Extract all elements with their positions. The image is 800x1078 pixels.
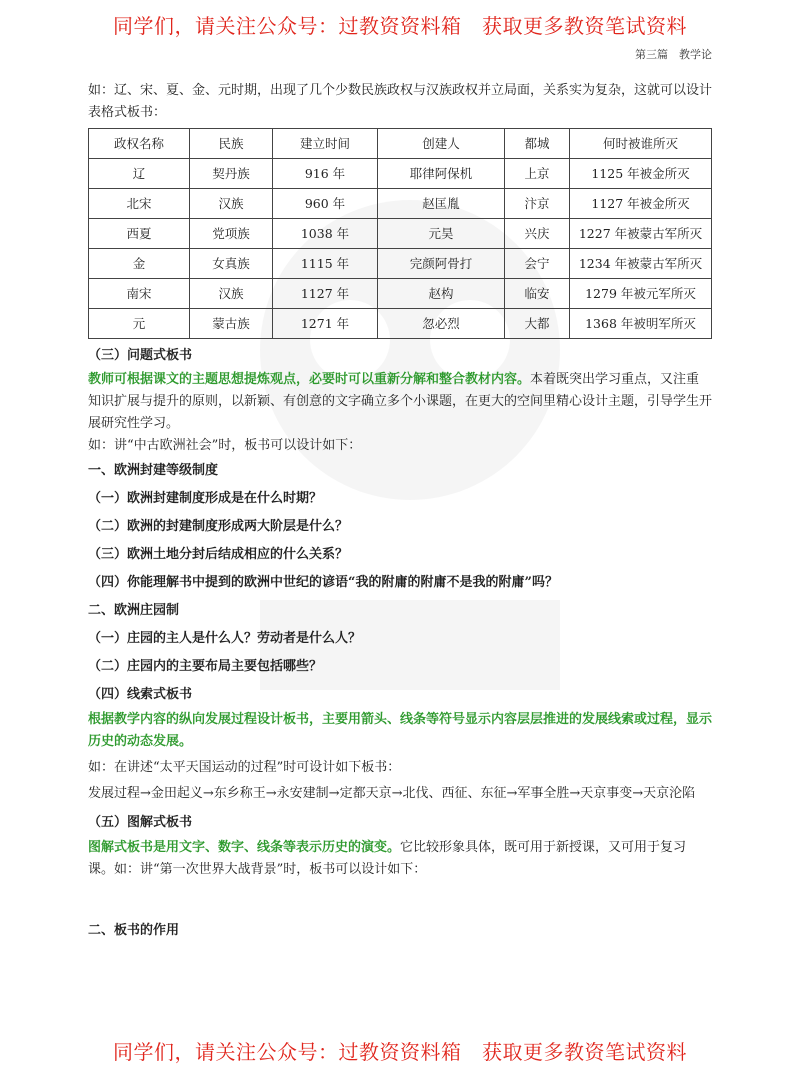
section4-highlight: 根据教学内容的纵向发展过程设计板书，主要用箭头、线条等符号显示内容层层推进的发展线索或过程，显示历史的动态发展。 — [88, 712, 713, 749]
table-cell: 完颜阿骨打 — [378, 249, 505, 279]
section4-process: 发展过程→金田起义→东乡称王→永安建制→定都天京→北伐、西征、东征→军事全胜→天京事变→天京沦陷 — [88, 786, 696, 801]
table-row — [89, 279, 712, 309]
table-cell: 赵匡胤 — [378, 189, 505, 219]
table-cell: 1127 年 — [273, 279, 378, 309]
list-item: （二）庄园内的主要布局主要包括哪些？ — [88, 659, 323, 674]
list-item: （三）欧洲土地分封后结成相应的什么关系？ — [88, 547, 349, 562]
table-cell: 党项族 — [190, 219, 273, 249]
table-cell: 元昊 — [378, 219, 505, 249]
table-cell: 汉族 — [190, 279, 273, 309]
list-item: （一）欧洲封建制度形成是在什么时期？ — [88, 491, 323, 506]
table-cell: 1115 年 — [273, 249, 378, 279]
regime-table — [88, 128, 712, 339]
promo-banner-bottom: 同学们，请关注公众号：过教资资料箱 获取更多教资笔试资料 — [113, 1040, 687, 1064]
table-row — [89, 249, 712, 279]
table-cell: 1038 年 — [273, 219, 378, 249]
section3-highlight: 教师可根据课文的主题思想提炼观点，必要时可以重新分解和整合教材内容。 — [88, 372, 531, 387]
section5-body: 它比较形象具体，既可用于新授课，又可用于复习课。如：讲“第一次世界大战背景”时，板书可以设计如下： — [88, 840, 687, 877]
table-cell: 916 年 — [273, 159, 378, 189]
section3-body: 本着既突出学习重点，又注重知识扩展与提升的原则，以新颖、有创意的文字确立多个小课题，在更大的空间里精心设计主题，引导学生开展研究性学习。 — [88, 372, 713, 431]
table-cell: 西夏 — [89, 219, 190, 249]
next-section-title: 二、板书的作用 — [88, 923, 180, 938]
table-cell: 上京 — [505, 159, 570, 189]
table-cell: 兴庆 — [505, 219, 570, 249]
promo-banner-top: 同学们，请关注公众号：过教资资料箱 获取更多教资笔试资料 — [113, 14, 687, 38]
table-cell: 汉族 — [190, 189, 273, 219]
table-row — [89, 189, 712, 219]
table-cell: 女真族 — [190, 249, 273, 279]
section3-title: （三）问题式板书 — [88, 348, 193, 363]
table-cell: 契丹族 — [190, 159, 273, 189]
table-header-cell: 创建人 — [378, 129, 505, 159]
table-cell: 1127 年被金所灭 — [570, 189, 712, 219]
section5-title: （五）图解式板书 — [88, 815, 193, 830]
chapter-header: 第三篇 教学论 — [635, 48, 712, 61]
part2-title: 二、欧洲庄园制 — [88, 603, 180, 618]
list-item: （二）欧洲的封建制度形成两大阶层是什么？ — [88, 519, 349, 534]
list-item: （四）你能理解书中提到的欧洲中世纪的谚语“我的附庸的附庸不是我的附庸”吗？ — [88, 575, 558, 590]
table-header-cell: 政权名称 — [89, 129, 190, 159]
document-body — [88, 80, 712, 945]
table-header-cell: 何时被谁所灭 — [570, 129, 712, 159]
part1-title: 一、欧洲封建等级制度 — [88, 463, 219, 478]
table-cell: 耶律阿保机 — [378, 159, 505, 189]
table-cell: 会宁 — [505, 249, 570, 279]
section3-example: 如：讲“中古欧洲社会”时，板书可以设计如下： — [88, 438, 362, 453]
table-cell: 1368 年被明军所灭 — [570, 309, 712, 339]
table-cell: 元 — [89, 309, 190, 339]
table-cell: 1125 年被金所灭 — [570, 159, 712, 189]
table-cell: 大都 — [505, 309, 570, 339]
table-cell: 1234 年被蒙古军所灭 — [570, 249, 712, 279]
section3-paragraph — [88, 369, 712, 435]
table-cell: 辽 — [89, 159, 190, 189]
table-header-cell: 民族 — [190, 129, 273, 159]
section5-paragraph — [88, 837, 712, 881]
table-cell: 蒙古族 — [190, 309, 273, 339]
section4-title: （四）线索式板书 — [88, 687, 193, 702]
table-header-cell: 建立时间 — [273, 129, 378, 159]
section5-highlight: 图解式板书是用文字、数字、线条等表示历史的演变。 — [88, 840, 401, 855]
table-cell: 忽必烈 — [378, 309, 505, 339]
table-row — [89, 309, 712, 339]
table-row — [89, 159, 712, 189]
table-cell: 北宋 — [89, 189, 190, 219]
table-header-row — [89, 129, 712, 159]
table-cell: 1227 年被蒙古军所灭 — [570, 219, 712, 249]
table-cell: 1271 年 — [273, 309, 378, 339]
section4-example: 如：在讲述“太平天国运动的过程”时可设计如下板书： — [88, 760, 401, 775]
table-cell: 1279 年被元军所灭 — [570, 279, 712, 309]
table-cell: 960 年 — [273, 189, 378, 219]
table-cell: 南宋 — [89, 279, 190, 309]
table-header-cell: 都城 — [505, 129, 570, 159]
table-cell: 汴京 — [505, 189, 570, 219]
table-cell: 赵构 — [378, 279, 505, 309]
table-cell: 金 — [89, 249, 190, 279]
list-item: （一）庄园的主人是什么人？劳动者是什么人？ — [88, 631, 362, 646]
table-row — [89, 219, 712, 249]
table-cell: 临安 — [505, 279, 570, 309]
intro-paragraph: 如：辽、宋、夏、金、元时期，出现了几个少数民族政权与汉族政权并立局面，关系实为复杂，这就可以设计表格式板书： — [88, 83, 713, 120]
